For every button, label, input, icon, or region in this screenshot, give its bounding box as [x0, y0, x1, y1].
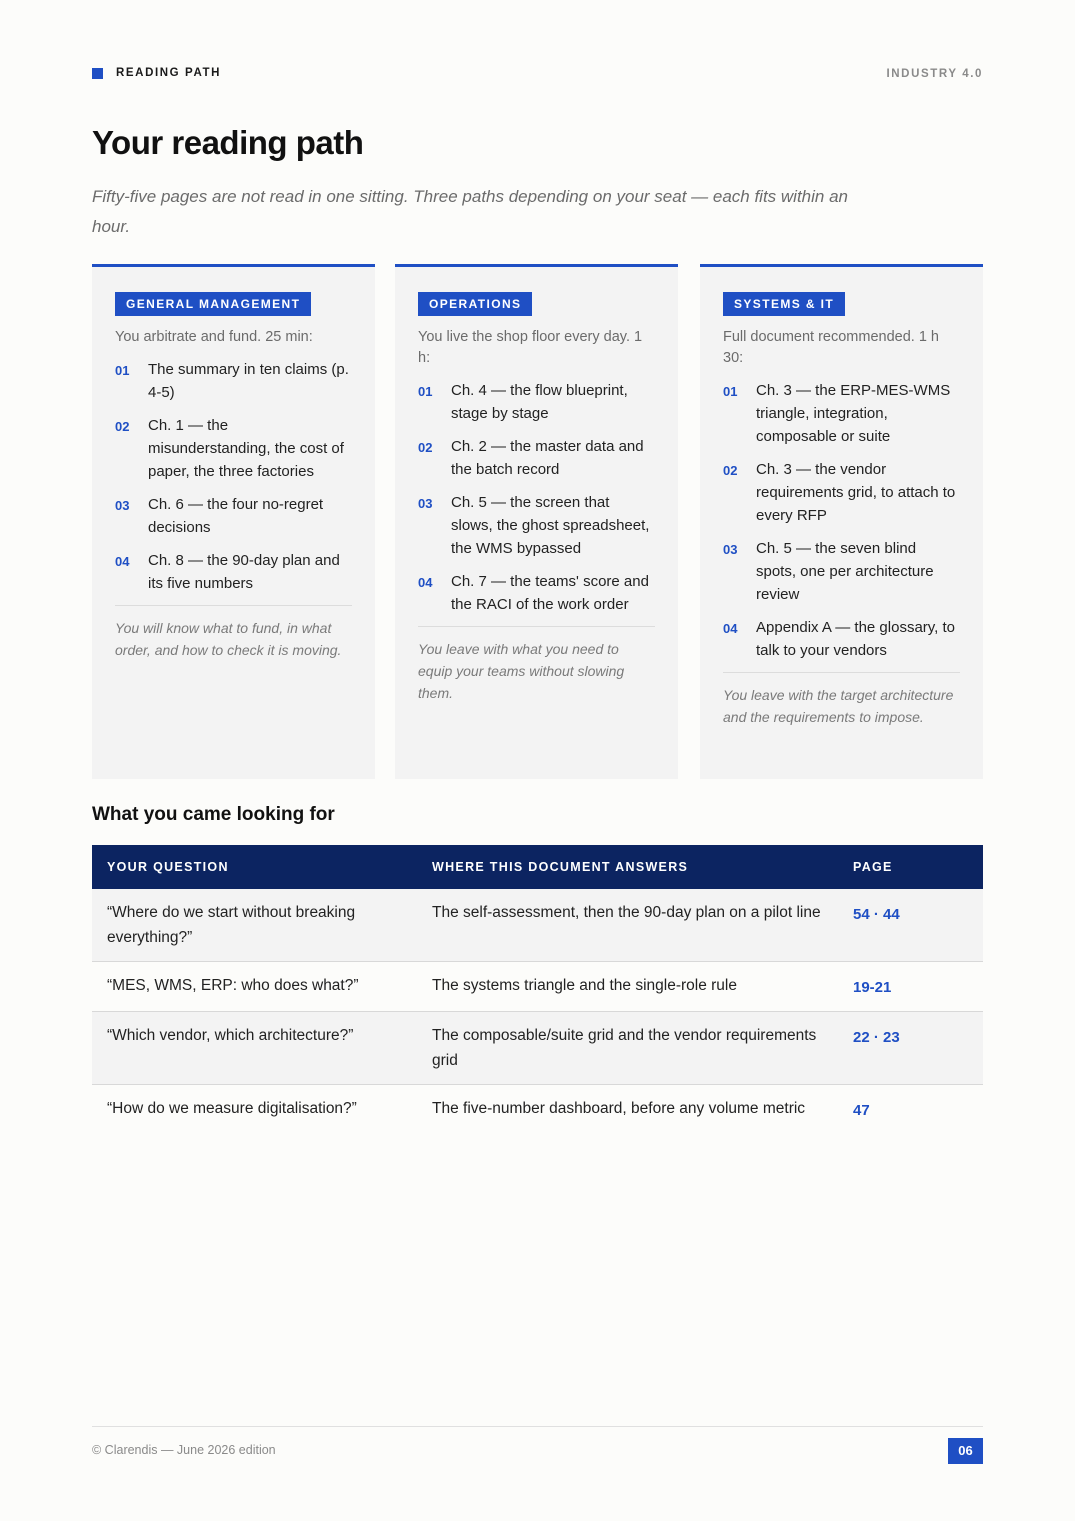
path-step [723, 379, 960, 448]
step-text: The summary in ten claims (p. 4-5) [148, 361, 349, 401]
question-cell: “Which vendor, which architecture?” [92, 1012, 417, 1085]
path-badge: OPERATIONS [418, 292, 532, 316]
step-number: 01 [418, 384, 433, 399]
table-row [92, 1085, 983, 1135]
step-number: 03 [115, 498, 130, 513]
step-number: 04 [418, 575, 433, 590]
step-text: Ch. 1 — the misunderstanding, the cost of paper, the three factories [148, 417, 344, 480]
running-header [92, 67, 983, 81]
lookup-title: What you came looking for [92, 804, 335, 825]
step-text: Ch. 8 — the 90-day plan and its five numbers [148, 552, 340, 592]
section-label: READING PATH [116, 67, 222, 79]
path-outcome: You will know what to fund, in what order, and how to check it is moving. [115, 620, 342, 658]
table-header-row [92, 845, 983, 889]
divider [723, 672, 960, 673]
answer-cell: The self-assessment, then the 90-day plan on a pilot line [417, 889, 838, 962]
path-card-general-management [92, 264, 375, 779]
step-text: Ch. 3 — the ERP-MES-WMS triangle, integration, composable or suite [756, 382, 951, 445]
path-step [115, 549, 352, 595]
section-marker-icon [92, 68, 103, 79]
answer-cell: The systems triangle and the single-role rule [417, 962, 838, 1012]
divider [115, 605, 352, 606]
question-cell: “How do we measure digitalisation?” [107, 1100, 357, 1117]
question-cell: “Where do we start without breaking everything?” [92, 889, 417, 962]
answer-cell: The five-number dashboard, before any volume metric [432, 1100, 806, 1117]
lookup-table [92, 845, 983, 1134]
path-outcome: You leave with the target architecture and the requirements to impose. [723, 687, 954, 725]
column-header-page: PAGE [838, 845, 983, 889]
step-number: 02 [115, 419, 130, 434]
path-step [723, 458, 960, 527]
divider [418, 626, 655, 627]
path-badge: GENERAL MANAGEMENT [115, 292, 311, 316]
step-text: Ch. 4 — the flow blueprint, stage by stage [451, 382, 628, 422]
publication-label: INDUSTRY 4.0 [886, 68, 983, 80]
step-text: Ch. 5 — the screen that slows, the ghost spreadsheet, the WMS bypassed [451, 494, 650, 557]
path-step [115, 358, 352, 404]
step-number: 02 [723, 463, 738, 478]
path-intro: You arbitrate and fund. 25 min: [115, 329, 313, 345]
step-number: 01 [723, 384, 738, 399]
footer-credit: © Clarendis — June 2026 edition [92, 1443, 276, 1457]
path-step [723, 616, 960, 662]
path-step [723, 537, 960, 606]
path-steps [723, 379, 960, 662]
answer-cell: The composable/suite grid and the vendor requirements grid [417, 1012, 838, 1085]
footer-divider [92, 1426, 983, 1427]
path-step [418, 379, 655, 425]
step-number: 03 [418, 496, 433, 511]
table-row [92, 962, 983, 1012]
question-cell: “MES, WMS, ERP: who does what?” [92, 962, 417, 1012]
path-step [418, 491, 655, 560]
step-text: Ch. 7 — the teams' score and the RACI of the work order [451, 573, 649, 613]
step-number: 03 [723, 542, 738, 557]
step-number: 04 [115, 554, 130, 569]
page-title: Your reading path [92, 124, 364, 161]
page-cell: 22 · 23 [838, 1012, 983, 1085]
step-number: 02 [418, 440, 433, 455]
path-step [115, 493, 352, 539]
path-card-systems-it [700, 264, 983, 779]
path-step [115, 414, 352, 483]
page-cell: 19-21 [838, 962, 983, 1012]
path-steps [418, 379, 655, 616]
step-number: 04 [723, 621, 738, 636]
step-text: Ch. 3 — the vendor requirements grid, to attach to every RFP [756, 461, 956, 524]
path-intro: Full document recommended. 1 h 30: [723, 329, 939, 366]
page-number-badge: 06 [948, 1438, 983, 1464]
step-text: Appendix A — the glossary, to talk to your vendors [756, 619, 956, 659]
path-outcome: You leave with what you need to equip your teams without slowing them. [418, 641, 625, 701]
path-card-operations [395, 264, 678, 779]
path-steps [115, 358, 352, 595]
column-header-question: YOUR QUESTION [92, 845, 417, 889]
page-cell: 47 [853, 1102, 870, 1119]
page-lede: Fifty-five pages are not read in one sitting. Three paths depending on your seat — each fits within an hour. [92, 187, 848, 236]
path-badge: SYSTEMS & IT [723, 292, 845, 316]
step-text: Ch. 5 — the seven blind spots, one per architecture review [756, 540, 934, 603]
table-row [92, 1012, 983, 1085]
table-row [92, 889, 983, 962]
reading-path-cards [92, 264, 983, 779]
path-intro: You live the shop floor every day. 1 h: [418, 329, 643, 366]
step-number: 01 [115, 363, 130, 378]
step-text: Ch. 6 — the four no-regret decisions [148, 496, 324, 536]
column-header-answer: WHERE THIS DOCUMENT ANSWERS [417, 845, 838, 889]
path-step [418, 570, 655, 616]
page-cell: 54 · 44 [838, 889, 983, 962]
path-step [418, 435, 655, 481]
step-text: Ch. 2 — the master data and the batch record [451, 438, 644, 478]
